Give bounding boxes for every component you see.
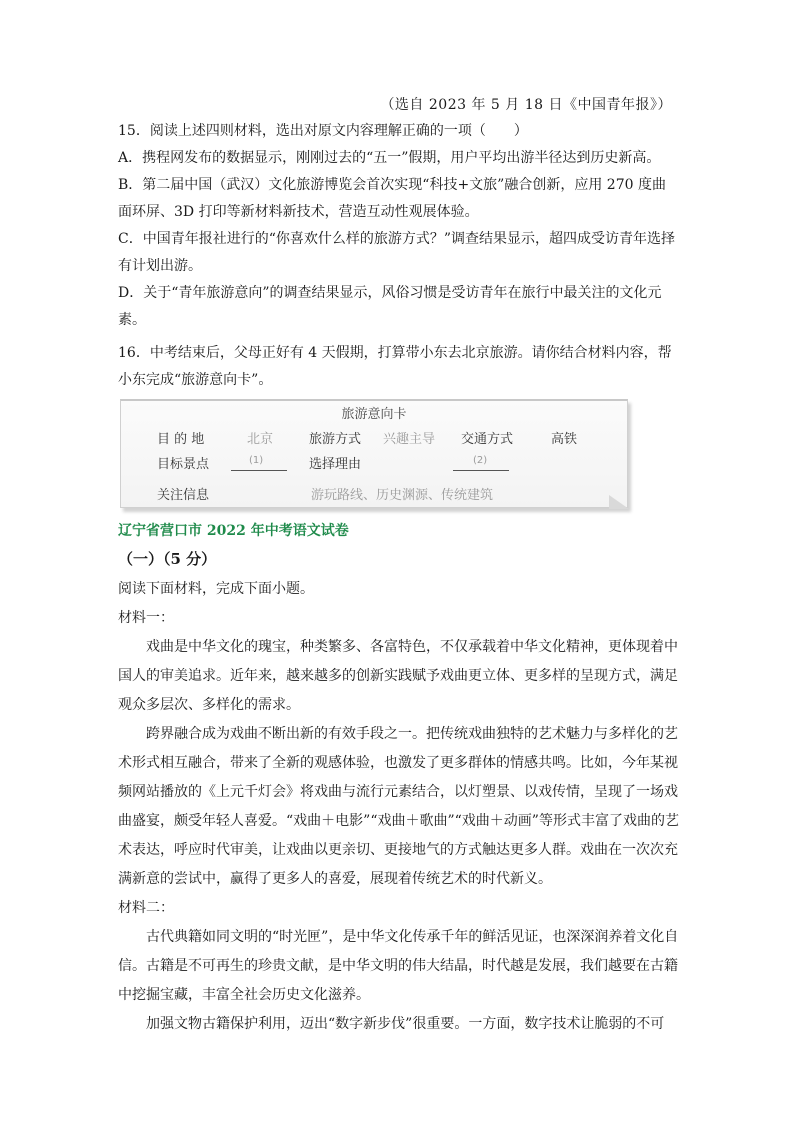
card-title: 旅游意向卡 xyxy=(341,407,407,422)
target-spot-label: 目标景点 xyxy=(157,457,210,472)
reason-blank-number: (2) xyxy=(473,455,488,466)
question-15-option-d: D．关于“青年旅游意向”的调查结果显示，风俗习惯是受访青年在旅行中最关注的文化元素。 xyxy=(118,285,662,328)
travel-mode-label: 旅游方式 xyxy=(309,432,362,447)
transport-value: 高铁 xyxy=(551,432,578,447)
reason-label: 选择理由 xyxy=(309,457,362,472)
material-2-label: 材料二： xyxy=(118,900,174,916)
reading-material xyxy=(118,575,680,1039)
question-15-option-c: C．中国青年报社进行的“你喜欢什么样的旅游方式？”调查结果显示，超四成受访青年选择有计划出游。 xyxy=(118,231,676,274)
source-citation: （选自 2023 年 5 月 18 日《中国青年报》） xyxy=(380,97,672,113)
destination-value: 北京 xyxy=(247,432,274,447)
travel-mode-value: 兴趣主导 xyxy=(383,432,436,447)
focus-info-label: 关注信息 xyxy=(157,488,210,503)
target-spot-blank-line[interactable] xyxy=(231,470,287,471)
material-2-paragraph-1: 古代典籍如同文明的“时光匣”，是中华文化传承千年的鲜活见证，也深深润养着文化自信。古籍是不可再生的珍贵文献，是中华文明的伟大结晶，时代越是发展，我们越要在古籍中挖掘宝藏，丰富全社会历史文化滋养。 xyxy=(118,929,679,1003)
reading-intro: 阅读下面材料，完成下面小题。 xyxy=(118,581,314,597)
focus-info-value: 游玩路线、历史渊源、传统建筑 xyxy=(311,488,494,503)
material-1-label: 材料一： xyxy=(118,610,174,626)
question-15-option-b: B．第二届中国（武汉）文化旅游博览会首次实现“科技+文旅”融合创新，应用 270 度曲面环屏、3D 打印等新材料新技术，营造互动性观展体验。 xyxy=(118,177,666,220)
material-2-paragraph-2: 加强文物古籍保护利用，迈出“数字新步伐”很重要。一方面，数字技术让脆弱的不可 xyxy=(146,1016,665,1032)
question-15 xyxy=(118,118,678,334)
question-15-option-a: A．携程网发布的数据显示，刚刚过去的“五一”假期，用户平均出游半径达到历史新高。 xyxy=(118,150,661,166)
question-16-stem: 16．中考结束后，父母正好有 4 天假期，打算带小东去北京旅游。请你结合材料内容，帮小东完成“旅游意向卡”。 xyxy=(118,345,672,388)
question-16 xyxy=(118,340,678,394)
target-spot-blank-number: (1) xyxy=(249,455,264,466)
exam-section-title: 辽宁省营口市 2022 年中考语文试卷 xyxy=(118,523,349,539)
transport-label: 交通方式 xyxy=(461,432,514,447)
material-1-paragraph-2: 跨界融合成为戏曲不断出新的有效手段之一。把传统戏曲独特的艺术魅力与多样化的艺术形式相互融合，带来了全新的观感体验，也激发了更多群体的情感共鸣。比如，今年某视频网站播放的《上元千灯会》将戏曲与流行元素结合，以灯塑景、以戏传情，呈现了一场戏曲盛宴，颇受年轻人喜爱。“戏曲＋电影”“戏曲＋歌曲”“戏曲＋动画”等形式丰富了戏曲的艺术表达，呼应时代审美，让戏曲以更亲切、更接地气的方式触达更多人群。戏曲在一次次充满新意的尝试中，赢得了更多人的喜爱，展现着传统艺术的时代新义。 xyxy=(118,726,679,887)
question-15-stem: 15．阅读上述四则材料，选出对原文内容理解正确的一项（ ） xyxy=(118,123,528,139)
part-title: （一）（5 分） xyxy=(118,550,217,568)
destination-label: 目 的 地 xyxy=(157,432,205,447)
reason-blank-line[interactable] xyxy=(453,470,509,471)
material-1-paragraph-1: 戏曲是中华文化的瑰宝，种类繁多、各富特色，不仅承载着中华文化精神，更体现着中国人的审美追求。近年来，越来越多的创新实践赋予戏曲更立体、更多样的呈现方式，满足观众多层次、多样化的需求。 xyxy=(118,639,678,713)
travel-intention-card xyxy=(120,399,628,508)
card-page-curl xyxy=(609,495,629,509)
